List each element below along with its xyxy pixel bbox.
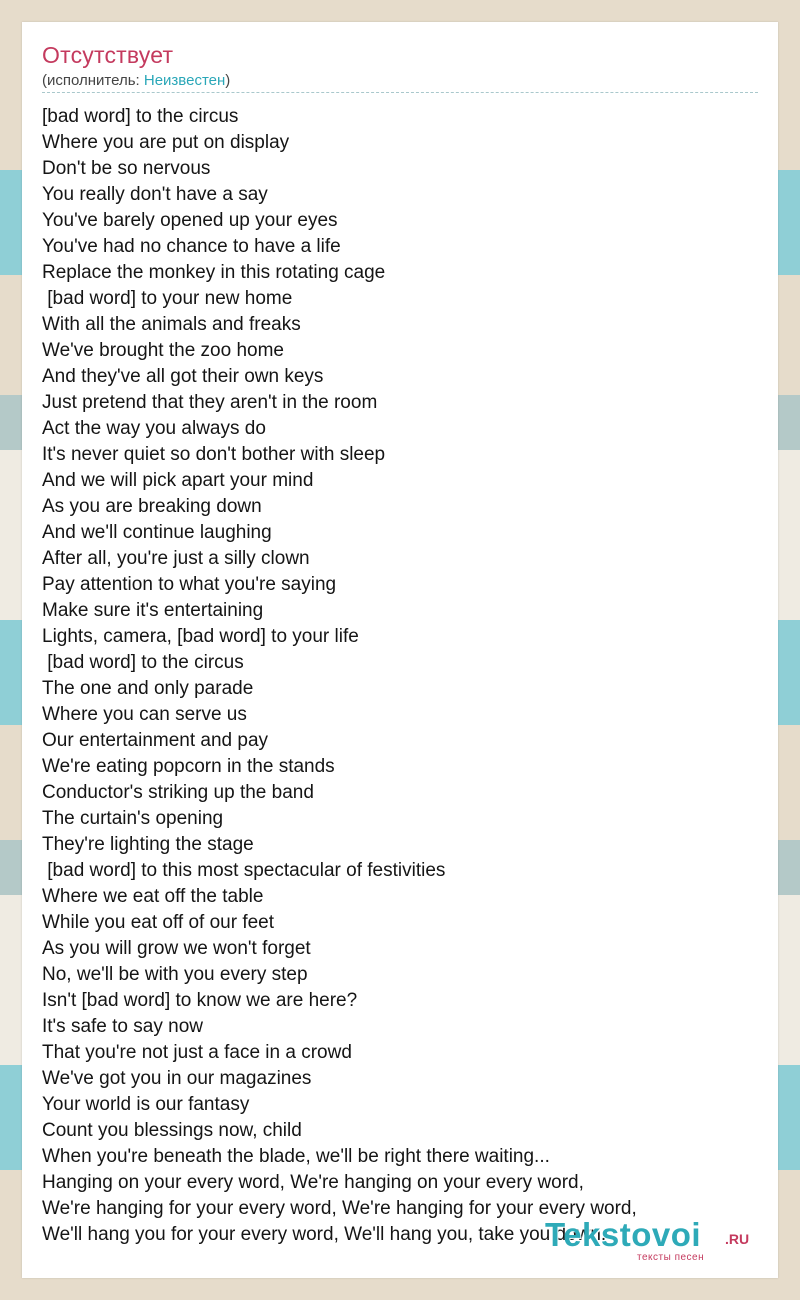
lyric-line: You really don't have a say	[42, 184, 268, 205]
lyric-line: It's safe to say now	[42, 1016, 203, 1037]
lyric-line: We're hanging for your every word, We're hanging for your every word,	[42, 1198, 637, 1219]
lyric-line: We've brought the zoo home	[42, 340, 284, 361]
artist-line	[42, 72, 230, 89]
lyric-line: As you are breaking down	[42, 496, 262, 517]
lyric-line: Hanging on your every word, We're hanging on your every word,	[42, 1172, 584, 1193]
lyric-line: Where you can serve us	[42, 704, 247, 725]
lyric-line: The curtain's opening	[42, 808, 224, 829]
lyric-line: Our entertainment and pay	[42, 730, 269, 751]
lyric-line: And we will pick apart your mind	[42, 470, 314, 491]
lyric-line: Lights, camera, [bad word] to your life	[42, 626, 359, 647]
lyric-line: After all, you're just a silly clown	[42, 548, 310, 569]
lyric-line: With all the animals and freaks	[42, 314, 301, 335]
lyric-line: Conductor's striking up the band	[42, 782, 314, 803]
lyrics-card	[22, 22, 778, 1278]
lyric-line: Count you blessings now, child	[42, 1120, 302, 1141]
lyric-line: We've got you in our magazines	[42, 1068, 312, 1089]
artist-link[interactable]: Неизвестен	[143, 72, 226, 89]
lyrics-list	[42, 104, 637, 1248]
lyric-line: Replace the monkey in this rotating cage	[42, 262, 386, 283]
lyric-line: Act the way you always do	[42, 418, 266, 439]
lyric-line: And we'll continue laughing	[42, 522, 272, 543]
logo-wordmark: Tekstovoi	[545, 1216, 702, 1253]
song-title: Отсутствует	[42, 42, 174, 68]
lyric-line: We'll hang you for your every word, We'll hang you, take you down.	[42, 1224, 607, 1245]
lyric-line: We're eating popcorn in the stands	[42, 756, 335, 777]
lyric-line: [bad word] to the circus	[42, 106, 239, 127]
lyric-line: They're lighting the stage	[42, 834, 254, 855]
lyric-line: That you're not just a face in a crowd	[42, 1042, 352, 1063]
lyric-line: Isn't [bad word] to know we are here?	[42, 990, 358, 1011]
lyric-line: Just pretend that they aren't in the room	[42, 392, 378, 413]
lyric-line: Where you are put on display	[42, 132, 290, 153]
lyric-line: You've barely opened up your eyes	[42, 210, 338, 231]
site-logo[interactable]	[545, 1218, 755, 1263]
artist-prefix: (исполнитель:	[42, 72, 144, 89]
logo-tagline: тексты песен	[637, 1252, 705, 1263]
lyric-line: Make sure it's entertaining	[42, 600, 264, 621]
lyric-line: When you're beneath the blade, we'll be right there waiting...	[42, 1146, 550, 1167]
lyric-line: You've had no chance to have a life	[42, 236, 341, 257]
lyric-line: Don't be so nervous	[42, 158, 211, 179]
lyric-line: As you will grow we won't forget	[42, 938, 311, 959]
lyric-line: And they've all got their own keys	[42, 366, 324, 387]
lyric-line: While you eat off of our feet	[42, 912, 275, 933]
lyric-line: [bad word] to your new home	[42, 288, 293, 309]
artist-suffix: )	[225, 72, 231, 89]
lyric-line: Where we eat off the table	[42, 886, 264, 907]
lyric-line: It's never quiet so don't bother with sleep	[42, 444, 386, 465]
lyric-line: Pay attention to what you're saying	[42, 574, 337, 595]
header-divider	[42, 92, 758, 93]
lyric-line: No, we'll be with you every step	[42, 964, 308, 985]
lyric-line: The one and only parade	[42, 678, 254, 699]
lyric-line: [bad word] to the circus	[42, 652, 244, 673]
lyric-line: Your world is our fantasy	[42, 1094, 250, 1115]
logo-domain: .RU	[725, 1231, 750, 1247]
lyric-line: [bad word] to this most spectacular of festivities	[42, 860, 446, 881]
